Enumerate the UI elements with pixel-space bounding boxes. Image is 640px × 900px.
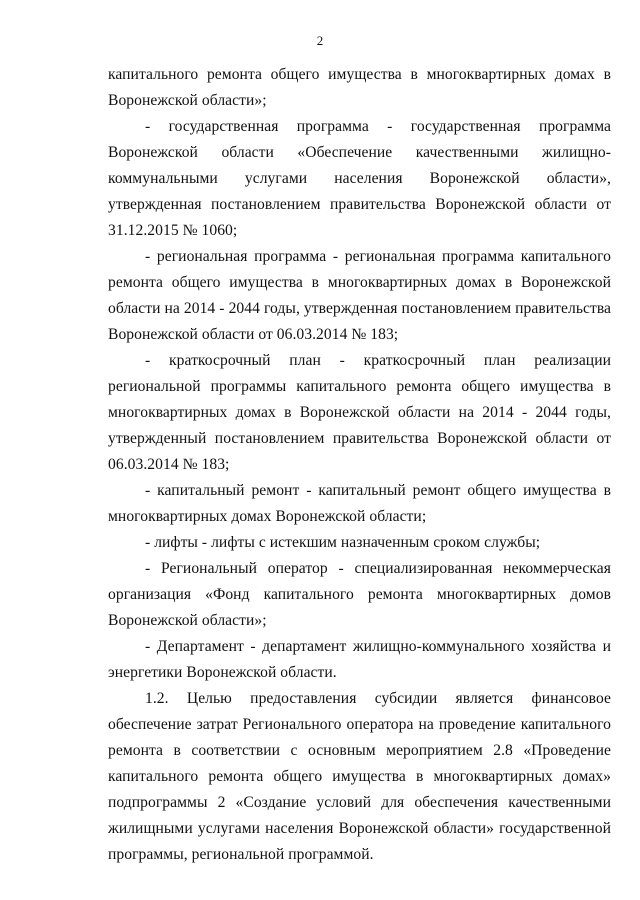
paragraph-continuation: капитального ремонта общего имущества в многоквартирных домах в Воронежской области»; [108, 66, 611, 109]
definition-state-program: - государственная программа - государственная программа Воронежской области «Обеспечение качественными жилищно-коммунальными услугами населения Воронежской области», утвержденная постановлением правительства Воронежской области от 31.12.2015 № 1060; [108, 118, 611, 239]
definition-regional-operator: - Региональный оператор - специализированная некоммерческая организация «Фонд капитального ремонта многоквартирных домов Воронежской области»; [108, 560, 611, 629]
definition-capital-repair: - капитальный ремонт - капитальный ремонт общего имущества в многоквартирных домах Воронежской области; [108, 482, 611, 525]
definition-short-term-plan: - краткосрочный план - краткосрочный план реализации региональной программы капитального ремонта общего имущества в многоквартирных домах в Воронежской области на 2014 - 2044 годы, утвержденный постановлением правительства Воронежской области от 06.03.2014 № 183; [108, 352, 611, 473]
definition-elevators: - лифты - лифты с истекшим назначенным сроком службы; [145, 534, 541, 551]
page-number: 2 [316, 33, 324, 48]
document-body [108, 62, 611, 868]
definition-department: - Департамент - департамент жилищно-коммунального хозяйства и энергетики Воронежской области. [108, 638, 611, 681]
section-1-2-purpose: 1.2. Целью предоставления субсидии является финансовое обеспечение затрат Регионального оператора на проведение капитального ремонта в соответствии с основным мероприятием 2.8 «Проведение капитального ремонта общего имущества в многоквартирных домах» подпрограммы 2 «Создание условий для обеспечения качественными жилищными услугами населения Воронежской области» государственной программы, региональной программой. [108, 690, 611, 863]
definition-regional-program: - региональная программа - региональная программа капитального ремонта общего имущества в многоквартирных домах в Воронежской области на 2014 - 2044 годы, утвержденная постановлением правительства Воронежской области от 06.03.2014 № 183; [108, 248, 611, 343]
